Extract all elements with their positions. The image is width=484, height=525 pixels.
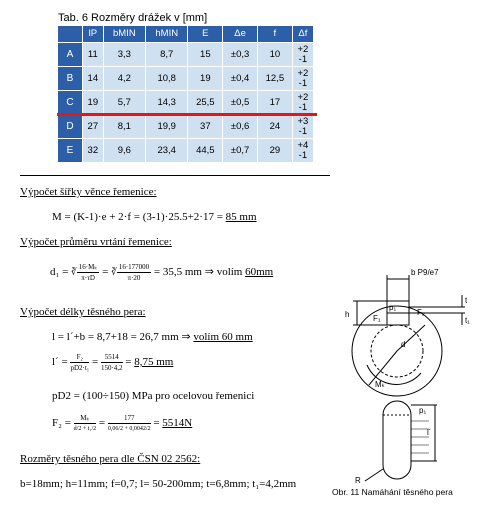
separator-line <box>20 175 330 176</box>
formula-lprime-result: 8,75 mm <box>134 356 174 369</box>
table-row <box>58 43 314 67</box>
table-cell: 5,7 <box>103 91 145 115</box>
label-r: R <box>355 476 361 485</box>
table-cell: 27 <box>83 115 104 139</box>
row-label: D <box>58 115 83 139</box>
table-header-cell: Δe <box>223 26 258 43</box>
label-p1-bottom: p₁ <box>419 406 427 415</box>
table-row <box>58 67 314 91</box>
formula-width-result: 85 mm <box>225 211 257 223</box>
formula-bore-result: 60mm <box>245 266 274 279</box>
section-heading-key-dimensions: Rozměry těsného pera dle ČSN 02 2562: <box>20 453 201 465</box>
table-cell: 15 <box>188 43 223 67</box>
table-cell: 10 <box>257 43 292 67</box>
table-header-cell: lP <box>83 26 104 43</box>
table-cell: 32 <box>83 139 104 163</box>
table-cell: 8,1 <box>103 115 145 139</box>
label-mk: Mₖ <box>375 380 386 389</box>
table-cell: 19 <box>188 67 223 91</box>
formula-length: l = l´+b = 8,7+18 = 26,7 mm ⇒ volím 60 mm <box>52 331 253 343</box>
table-cell: 9,6 <box>103 139 145 163</box>
label-f1: F₁ <box>373 314 381 323</box>
label-t1: t₁ <box>465 316 470 325</box>
key-bottom-view <box>383 401 411 479</box>
label-f2: F₂ <box>417 308 425 317</box>
tolerance-upper: +4 <box>297 139 309 151</box>
row-label: E <box>58 139 83 163</box>
table-cell-tolerance <box>292 139 313 163</box>
tolerance-upper: +3 <box>297 115 309 127</box>
table-row <box>58 91 314 115</box>
tolerance-lower: -1 <box>298 53 308 65</box>
table-header-cell: f <box>257 26 292 43</box>
row-label: C <box>58 91 83 115</box>
table-cell: 4,2 <box>103 67 145 91</box>
key-stress-figure <box>325 255 475 487</box>
table-cell: ±0,3 <box>223 43 258 67</box>
table-cell: 19 <box>83 91 104 115</box>
table-cell: 11 <box>83 43 104 67</box>
tolerance-lower: -1 <box>298 149 308 161</box>
grooves-table <box>57 25 314 163</box>
table-cell-tolerance <box>292 67 313 91</box>
formula-bore-tail: = 35,5 mm ⇒ volím <box>151 266 246 279</box>
label-d: d <box>401 340 406 349</box>
table-cell-tolerance <box>292 115 313 139</box>
table-cell: 44,5 <box>188 139 223 163</box>
table-cell: 24 <box>257 115 292 139</box>
label-h: h <box>345 310 350 319</box>
table-cell-tolerance <box>292 91 313 115</box>
formula-bore-frac2: $\frac{16\cdot 177000}{\pi\cdot 20}$ <box>118 263 150 282</box>
tolerance-lower: -1 <box>298 125 308 137</box>
row-label: A <box>58 43 83 67</box>
formula-length-result: volím 60 mm <box>193 331 253 343</box>
section-heading-key-length: Výpočet délky těsného pera: <box>20 306 146 318</box>
row-label: B <box>58 67 83 91</box>
table-cell: ±0,4 <box>223 67 258 91</box>
tolerance-lower: -1 <box>298 77 308 89</box>
formula-width-text: M = (K-1)·e + 2·f = (3-1)·25.5+2·17 = <box>52 211 226 223</box>
table-cell: 23,4 <box>146 139 188 163</box>
formula-force: F₂ = $\frac{\text{Mₖ}}{\text{d/2 + t₁/2}}$ = $\frac{177}{0,06/2 + 0,0042/2}$ = 5514N <box>52 414 193 432</box>
formula-bore-frac1: $\frac{\text{16·Mₖ}}{\pi\cdot\tau D}$ <box>78 263 98 282</box>
tolerance-upper: +2 <box>297 91 309 103</box>
table-cell: 17 <box>257 91 292 115</box>
table-cell: ±0,6 <box>223 115 258 139</box>
table-cell: ±0,5 <box>223 91 258 115</box>
table-header-row <box>58 26 314 43</box>
formula-bore-lhs: d₁ = <box>50 266 72 279</box>
formula-width <box>52 211 257 223</box>
label-p1-top: p₁ <box>389 303 397 312</box>
table-cell: 25,5 <box>188 91 223 115</box>
formula-force-result: 5514N <box>162 417 193 430</box>
tolerance-upper: +2 <box>297 43 309 55</box>
table-cell: 12,5 <box>257 67 292 91</box>
tolerance-lower: -1 <box>298 101 308 113</box>
table-row <box>58 115 314 139</box>
table-cell: ±0,7 <box>223 139 258 163</box>
highlight-line <box>57 113 317 116</box>
formula-bore: d₁ = ∛ $\frac{\text{16·Mₖ}}{\pi\cdot\tau D}$ = ∛ $\frac{16\cdot 177000}{\pi\cdot 20}$ = 35,5 mm ⇒ volím 60mm <box>50 263 274 282</box>
table-cell: 3,3 <box>103 43 145 67</box>
table-header-cell: E <box>188 26 223 43</box>
formula-lprime: l´ = $\frac{\text{F₂}}{\text{pD2·t₁}}$ = $\frac{5514}{150\cdot 4,2}$ = 8,75 mm <box>52 353 174 372</box>
label-l: l´ <box>427 428 432 437</box>
section-heading-bore: Výpočet průměru vrtání řemenice: <box>20 236 172 248</box>
table-header-cell: hMIN <box>146 26 188 43</box>
table-cell: 10,8 <box>146 67 188 91</box>
key-dimensions-line: b=18mm; h=11mm; f=0,7; l= 50-200mm; t=6,8mm; t₁=4,2mm <box>20 478 297 490</box>
table-caption: Tab. 6 Rozměry drážek v [mm] <box>58 12 208 24</box>
table-header-cell: bMIN <box>103 26 145 43</box>
table-cell: 19,9 <box>146 115 188 139</box>
table-cell: 14,3 <box>146 91 188 115</box>
tolerance-upper: +2 <box>297 67 309 79</box>
table-cell: 29 <box>257 139 292 163</box>
table-header-cell <box>58 26 83 43</box>
table-cell: 8,7 <box>146 43 188 67</box>
table-header-cell: Δf <box>292 26 313 43</box>
table-row <box>58 139 314 163</box>
label-t: t <box>465 296 468 305</box>
section-heading-width: Výpočet šířky věnce řemenice: <box>20 186 157 198</box>
table-cell-tolerance <box>292 43 313 67</box>
table-cell: 14 <box>83 67 104 91</box>
figure-caption: Obr. 11 Namáhání těsného pera <box>332 487 453 497</box>
pressure-note: pD2 = (100÷150) MPa pro ocelovou řemenici <box>52 390 255 402</box>
label-b: b P9/e7 <box>411 268 439 277</box>
table-cell: 37 <box>188 115 223 139</box>
